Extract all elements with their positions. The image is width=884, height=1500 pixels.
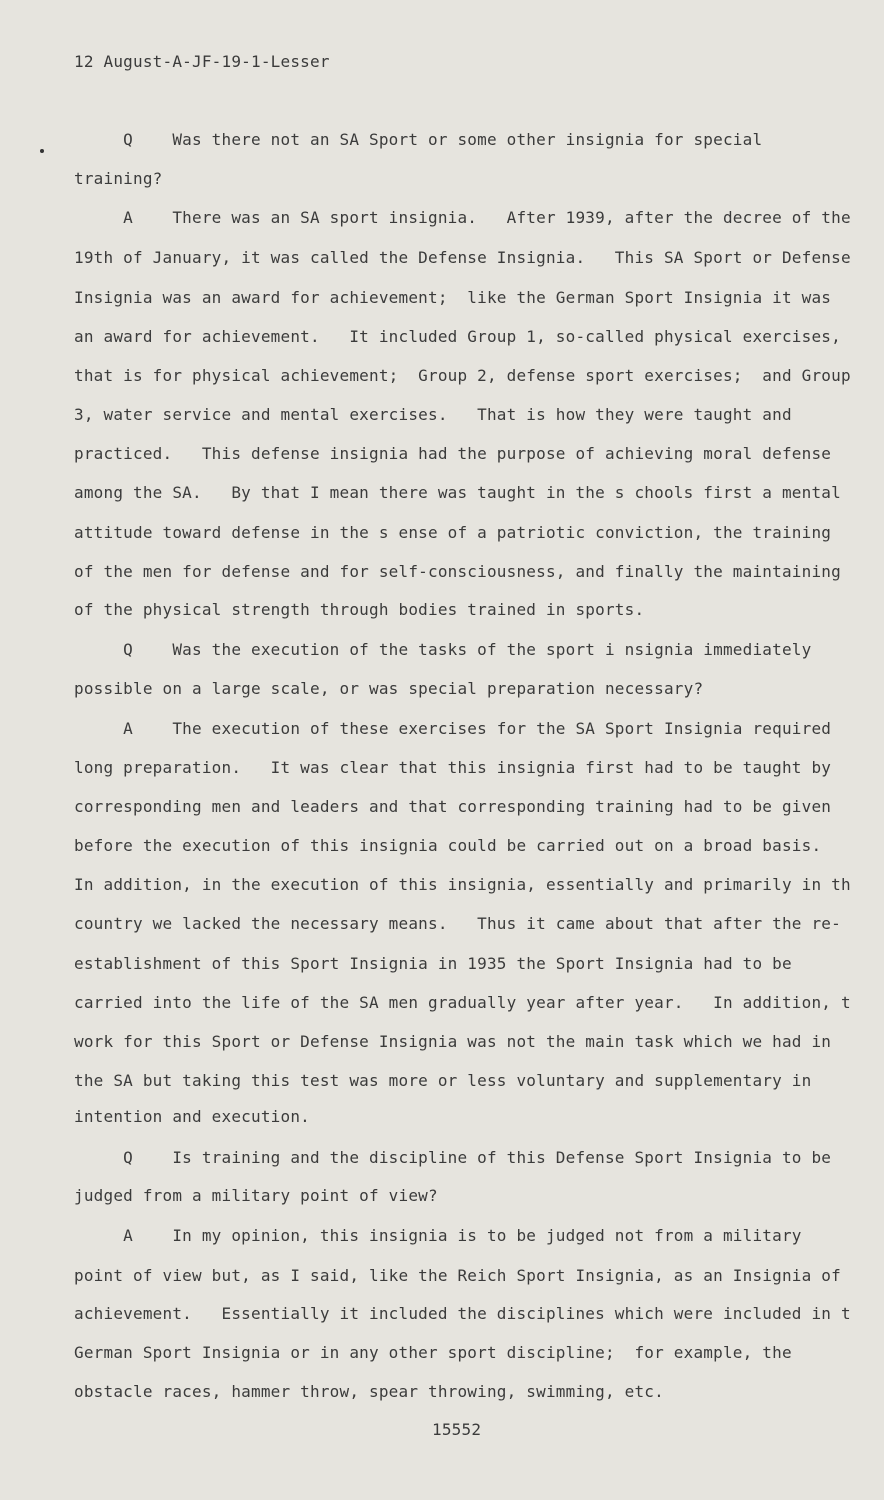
- text-line: A There was an SA sport insignia. After 1939, after the decree of the: [74, 208, 851, 227]
- text-line: carried into the life of the SA men gradually year after year. In addition, t: [74, 993, 851, 1012]
- text-line: that is for physical achievement; Group 2, defense sport exercises; and Group: [74, 366, 851, 385]
- text-line: A The execution of these exercises for the SA Sport Insignia required: [74, 719, 832, 738]
- text-line: judged from a military point of view?: [74, 1186, 438, 1205]
- text-line: German Sport Insignia or in any other sport discipline; for example, the: [74, 1343, 792, 1362]
- text-line: practiced. This defense insignia had the purpose of achieving moral defense: [74, 444, 832, 463]
- text-line: achievement. Essentially it included the disciplines which were included in t: [74, 1304, 851, 1323]
- text-line: 19th of January, it was called the Defense Insignia. This SA Sport or Defense: [74, 248, 851, 267]
- page-number: 15552: [432, 1420, 482, 1439]
- text-line: Insignia was an award for achievement; like the German Sport Insignia it was: [74, 288, 832, 307]
- text-line: training?: [74, 169, 163, 188]
- text-line: A In my opinion, this insignia is to be judged not from a military: [74, 1226, 802, 1245]
- text-line: intention and execution.: [74, 1107, 310, 1126]
- text-line: among the SA. By that I mean there was taught in the s chools first a mental: [74, 483, 841, 502]
- text-line: of the men for defense and for self-consciousness, and finally the maintaining: [74, 562, 841, 581]
- text-line: long preparation. It was clear that this insignia first had to be taught by: [74, 758, 832, 777]
- text-line: point of view but, as I said, like the Reich Sport Insignia, as an Insignia of: [74, 1266, 841, 1285]
- text-line: before the execution of this insignia could be carried out on a broad basis.: [74, 836, 822, 855]
- text-line: 3, water service and mental exercises. That is how they were taught and: [74, 405, 792, 424]
- text-line: of the physical strength through bodies trained in sports.: [74, 600, 645, 619]
- text-line: Q Is training and the discipline of this Defense Sport Insignia to be: [74, 1148, 832, 1167]
- text-line: In addition, in the execution of this insignia, essentially and primarily in th: [74, 875, 851, 894]
- text-line: an award for achievement. It included Group 1, so-called physical exercises,: [74, 327, 841, 346]
- text-line: country we lacked the necessary means. Thus it came about that after the re-: [74, 914, 841, 933]
- text-line: corresponding men and leaders and that corresponding training had to be given: [74, 797, 832, 816]
- text-line: attitude toward defense in the s ense of a patriotic conviction, the training: [74, 523, 832, 542]
- punch-mark: [40, 149, 44, 153]
- document-header: 12 August-A-JF-19-1-Lesser: [74, 52, 330, 71]
- text-line: the SA but taking this test was more or less voluntary and supplementary in: [74, 1071, 812, 1090]
- text-line: Q Was the execution of the tasks of the sport i nsignia immediately: [74, 640, 812, 659]
- text-line: work for this Sport or Defense Insignia was not the main task which we had in: [74, 1032, 832, 1051]
- text-line: possible on a large scale, or was special preparation necessary?: [74, 679, 704, 698]
- text-line: obstacle races, hammer throw, spear throwing, swimming, etc.: [74, 1382, 664, 1401]
- text-line: Q Was there not an SA Sport or some other insignia for special: [74, 130, 763, 149]
- text-line: establishment of this Sport Insignia in 1935 the Sport Insignia had to be: [74, 954, 792, 973]
